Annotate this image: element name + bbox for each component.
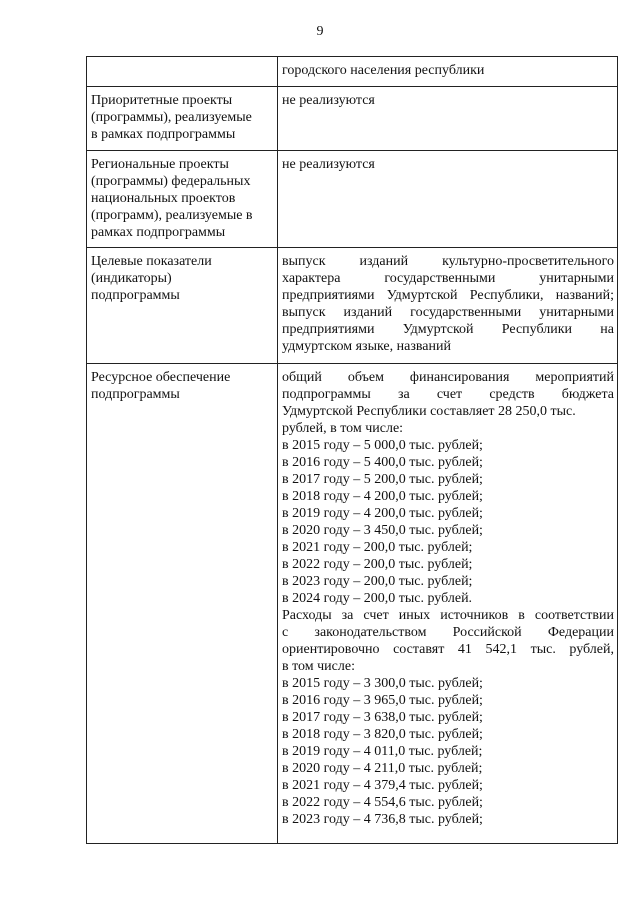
label-line: национальных проектов: [91, 191, 236, 206]
row-label: [87, 364, 278, 844]
table-row: [87, 248, 618, 364]
row-value: [278, 364, 618, 844]
row-label: [87, 151, 278, 248]
value-line: в 2020 году – 3 450,0 тыс. рублей;: [282, 523, 483, 538]
label-line: подпрограммы: [91, 387, 180, 402]
value-line: в 2024 году – 200,0 тыс. рублей.: [282, 591, 473, 606]
table-row: [87, 57, 618, 87]
value-line: в 2021 году – 200,0 тыс. рублей;: [282, 540, 473, 555]
label-line: Региональные проекты: [91, 157, 229, 172]
row-label: [87, 87, 278, 151]
value-line: в 2017 году – 3 638,0 тыс. рублей;: [282, 710, 483, 725]
value-line: в 2017 году – 5 200,0 тыс. рублей;: [282, 472, 483, 487]
label-line: Приоритетные проекты: [91, 93, 233, 108]
value-line: ориентировочно составят 41 542,1 тыс. рублей,: [282, 642, 614, 657]
value-line: в 2019 году – 4 200,0 тыс. рублей;: [282, 506, 483, 521]
value-line: в 2022 году – 4 554,6 тыс. рублей;: [282, 795, 483, 810]
label-line: (индикаторы): [91, 271, 172, 286]
value-line: предприятиями Удмуртской Республики, названий;: [282, 288, 614, 303]
value-line: Расходы за счет иных источников в соответствии: [282, 608, 614, 623]
label-line: (программы) федеральных: [91, 174, 251, 189]
value-line: с законодательством Российской Федерации: [282, 625, 614, 640]
label-line: (программ), реализуемые в: [91, 208, 253, 223]
page-number: 9: [316, 24, 324, 39]
value-line: не реализуются: [282, 93, 375, 108]
value-line: городского населения республики: [282, 63, 485, 78]
value-line: в 2020 году – 4 211,0 тыс. рублей;: [282, 761, 483, 776]
table-row: [87, 87, 618, 151]
value-line: не реализуются: [282, 157, 375, 172]
row-value: [278, 248, 618, 364]
value-line: удмуртском языке, названий: [282, 339, 451, 354]
row-label: [87, 57, 278, 87]
value-line: рублей, в том числе:: [282, 421, 404, 436]
label-line: в рамках подпрограммы: [91, 127, 236, 142]
value-line: выпуск изданий государственными унитарными: [282, 305, 614, 320]
value-line: в том числе:: [282, 659, 355, 674]
value-line: в 2023 году – 4 736,8 тыс. рублей;: [282, 812, 483, 827]
label-line: подпрограммы: [91, 288, 180, 303]
value-line: предприятиями Удмуртской Республики на: [282, 322, 614, 337]
value-line: в 2019 году – 4 011,0 тыс. рублей;: [282, 744, 483, 759]
label-line: Целевые показатели: [91, 254, 212, 269]
value-line: Удмуртской Республики составляет 28 250,0 тыс.: [282, 404, 576, 419]
label-line: (программы), реализуемые: [91, 110, 252, 125]
row-value: [278, 87, 618, 151]
value-line: общий объем финансирования мероприятий: [282, 370, 614, 385]
subprogram-passport-table: [86, 56, 618, 844]
row-label: [87, 248, 278, 364]
value-line: в 2022 году – 200,0 тыс. рублей;: [282, 557, 473, 572]
row-value: [278, 57, 618, 87]
value-line: выпуск изданий культурно-просветительного: [282, 254, 614, 269]
value-line: в 2018 году – 4 200,0 тыс. рублей;: [282, 489, 483, 504]
value-line: в 2021 году – 4 379,4 тыс. рублей;: [282, 778, 483, 793]
value-line: подпрограммы за счет средств бюджета: [282, 387, 614, 402]
table-row: [87, 364, 618, 844]
value-line: в 2018 году – 3 820,0 тыс. рублей;: [282, 727, 483, 742]
value-line: в 2023 году – 200,0 тыс. рублей;: [282, 574, 473, 589]
table-row: [87, 151, 618, 248]
value-line: в 2016 году – 5 400,0 тыс. рублей;: [282, 455, 483, 470]
row-value: [278, 151, 618, 248]
label-line: рамках подпрограммы: [91, 225, 226, 240]
value-line: в 2015 году – 3 300,0 тыс. рублей;: [282, 676, 483, 691]
value-line: в 2015 году – 5 000,0 тыс. рублей;: [282, 438, 483, 453]
value-line: характера государственными унитарными: [282, 271, 614, 286]
label-line: Ресурсное обеспечение: [91, 370, 231, 385]
value-line: в 2016 году – 3 965,0 тыс. рублей;: [282, 693, 483, 708]
